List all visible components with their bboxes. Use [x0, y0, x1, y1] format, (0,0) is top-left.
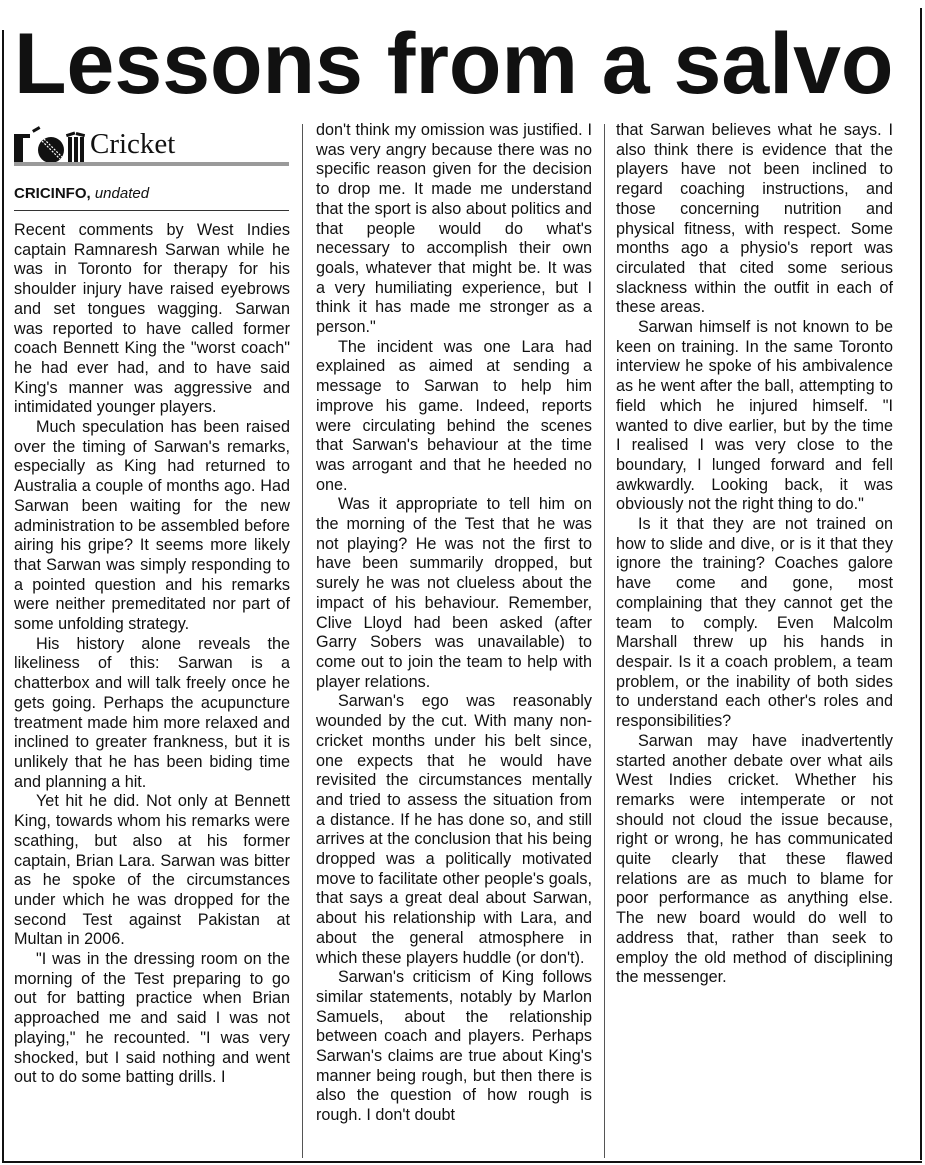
cricket-ball-wicket-icon: [14, 124, 86, 164]
paragraph: Yet hit he did. Not only at Bennett King, towards whom his remarks were scathing, but also at his former captain, Brian Lara. Sarwan was bitter as he spoke of the circumstances under which he was dropped for the second Test against Pakistan at Multan in 2006.: [14, 792, 290, 949]
paragraph: that Sarwan believes what he says. I also think there is evidence that the players have not been inclined to regard coaching instructions, and those concerning nutrition and physical fitness, with respect. Some months ago a physio's report was circulated that cited some serious slackness within the outfit in each of these areas.: [616, 121, 893, 317]
paragraph: Sarwan's criticism of King follows similar statements, notably by Marlon Samuels, about the relationship between coach and players. Perhaps Sarwan's claims are true about King's manner being rough, but then there is also the question of how rough is rough. I don't doubt: [316, 968, 592, 1125]
column-divider-1: [302, 124, 303, 1158]
byline-rule: [14, 210, 289, 211]
section-header: [14, 118, 289, 168]
paragraph: "I was in the dressing room on the morning of the Test preparing to go out for batting practice when Brian approached me and said I was not playing," he recounted. "I was very shocked, but I said nothing and went out to do some batting drills. I: [14, 950, 290, 1087]
article-column-3: [616, 121, 893, 988]
paragraph: Is it that they are not trained on how to slide and dive, or is it that they ignore the training? Coaches galore have come and gone, most complaining that they cannot get the team to comply. Even Malcolm Marshall threw up his hands in despair. Is it a coach problem, a team problem, or the inability of both sides to understand each other's roles and responsibilities?: [616, 515, 893, 731]
paragraph: Sarwan may have inadvertently started another debate over what ails West Indies cricket. Whether his remarks were intemperate or not should not cloud the issue because, right or wrong, he has communicated quite clearly that these flawed relations are as much to blame for poor performance as anything else. The new board would do well to address that, rather than seek to employ the old method of disciplining the messenger.: [616, 731, 893, 987]
section-rule: [14, 162, 289, 166]
paragraph: don't think my omission was justified. I was very angry because there was no specific reason given for the decision to drop me. It made me understand that the sport is also about politics and that people would do what's necessary to accomplish their own goals, whatever that might be. It was a very humiliating experience, but I think it has made me stronger as a person.": [316, 121, 592, 337]
frame-right-rule: [920, 8, 922, 1160]
paragraph: Much speculation has been raised over the timing of Sarwan's remarks, especially as King had returned to Australia a couple of months ago. Had Sarwan been waiting for the new administration to be assembled before airing his gripe? It seems more likely that Sarwan was simply responding to a pointed question and his remarks were neither premeditated nor part of some unfolding strategy.: [14, 418, 290, 634]
article-column-2: [316, 121, 592, 1126]
frame-bottom-rule: [2, 1161, 922, 1163]
paragraph: His history alone reveals the likeliness of this: Sarwan is a chatterbox and will talk freely once he gets going. Perhaps the acupuncture treatment made him more relaxed and inclined to greater frankness, but it is unlikely that he has been biding time and planning a hit.: [14, 634, 290, 791]
paragraph: Recent comments by West Indies captain Ramnaresh Sarwan while he was in Toronto for therapy for his shoulder injury have raised eyebrows and set tongues wagging. Sarwan was reported to have called former coach Bennett King the "worst coach" he had ever had, and to have said King's manner was aggressive and intimidated younger players.: [14, 221, 290, 417]
article-column-1: [14, 221, 290, 1088]
paragraph: Sarwan himself is not known to be keen on training. In the same Toronto interview he spoke of his ambivalence as he went after the ball, attempting to field which he injured himself. "I wanted to dive earlier, but by the time I realised I was very close to the boundary, I lunged forward and fell awkwardly. Looking back, it was obviously not the right thing to do.": [616, 318, 893, 514]
column-divider-2: [604, 124, 605, 1158]
byline-source: CRICINFO,: [14, 185, 91, 202]
section-label: Cricket: [90, 128, 176, 160]
byline-date: undated: [94, 185, 150, 202]
paragraph: The incident was one Lara had explained as aimed at sending a message to Sarwan to help him improve his game. Indeed, reports were circulating behind the scenes that Sarwan's behaviour at the time was arrogant and that he heeded no one.: [316, 337, 592, 494]
paragraph: Sarwan's ego was reasonably wounded by the cut. With many non-cricket months under his belt since, one expects that he would have revisited the circumstances mentally and tried to assess the situation from a distance. If he has done so, and still arrives at the conclusion that his being dropped was a politically motivated move to facilitate other people's goals, that says a great deal about Sarwan, about his relationship with Lara, and about the general atmosphere in which these players huddle (or don't).: [316, 692, 592, 967]
headline: Lessons from a salvo: [14, 16, 894, 112]
paragraph: Was it appropriate to tell him on the morning of the Test that he was not playing? He was not the first to have been summarily dropped, but surely he was not clueless about the impact of his behaviour. Remember, Clive Lloyd had been asked (after Garry Sobers was unavailable) to come out to join the team to help with player relations.: [316, 495, 592, 691]
frame-left-rule: [2, 30, 4, 1163]
byline: [14, 184, 289, 204]
